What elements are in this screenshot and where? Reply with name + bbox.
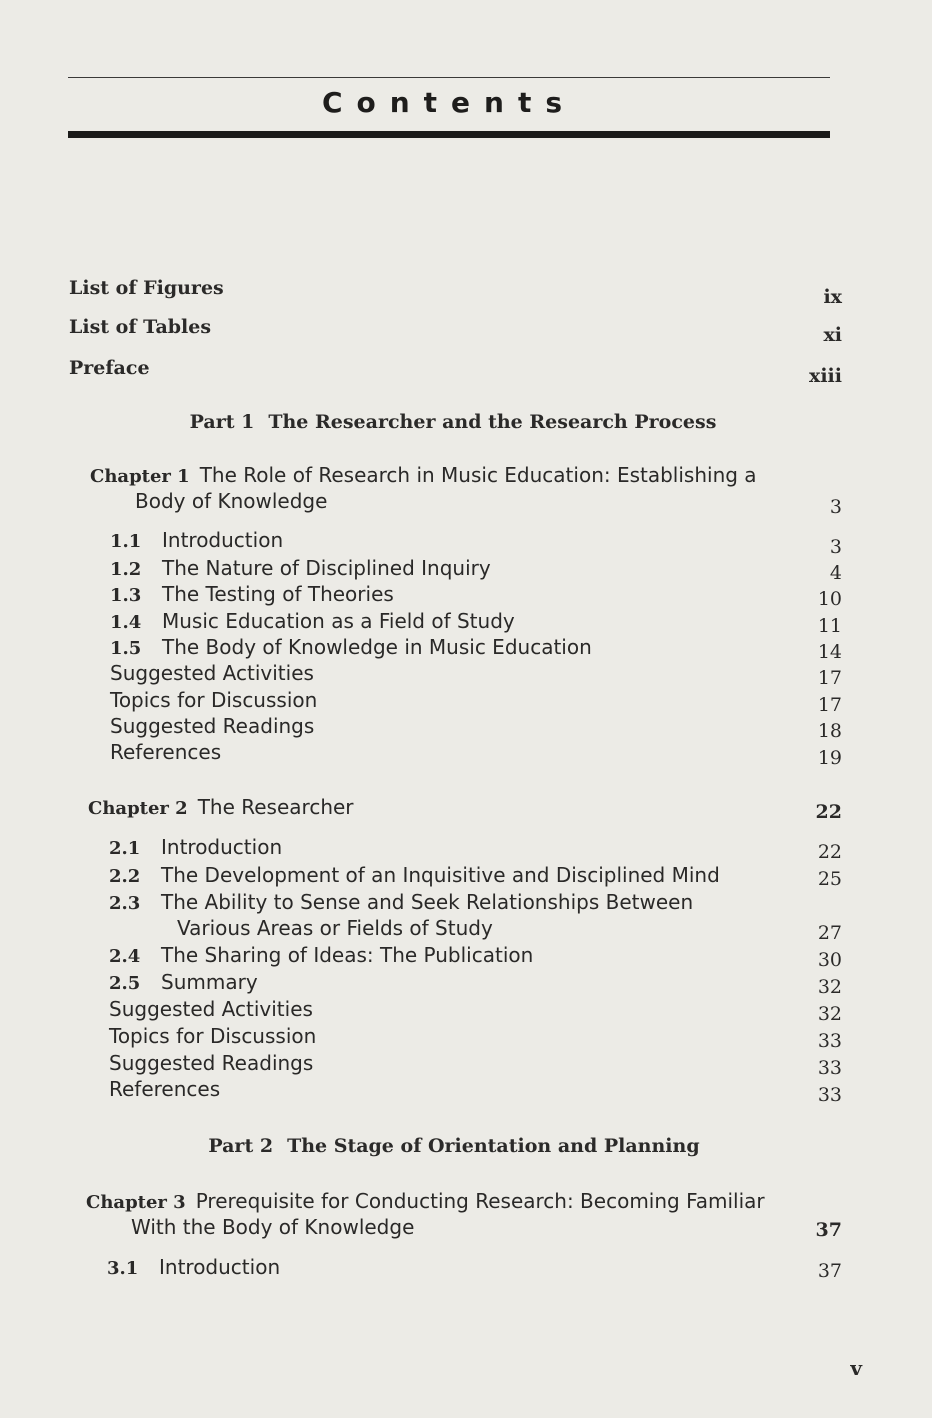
chapter-2-title: The Researcher: [197, 795, 354, 819]
chapter-1-label: Chapter 1: [90, 466, 190, 487]
chapter-2-references: References: [109, 1077, 221, 1101]
part-2-label: Part 2: [208, 1135, 274, 1157]
chapter-3-heading: [86, 1189, 765, 1215]
section-title: Music Education as a Field of Study: [162, 609, 515, 633]
chapter-1-topics-for-discussion: Topics for Discussion: [110, 688, 318, 712]
section-title: The Sharing of Ideas: The Publication: [161, 943, 534, 967]
chapter-1-references: References: [110, 740, 222, 764]
section-2-5: [109, 970, 258, 996]
chapter-3-label: Chapter 3: [86, 1192, 186, 1213]
section-number: 3.1: [107, 1258, 139, 1279]
section-page: 30: [817, 949, 842, 971]
chapter-1-references-page: 19: [817, 747, 842, 769]
chapter-2-topics-page: 33: [817, 1030, 842, 1052]
section-page: 10: [817, 588, 842, 610]
section-number: 1.2: [110, 559, 142, 580]
section-page: 14: [817, 641, 842, 663]
section-2-3-title-line2: Various Areas or Fields of Study: [177, 916, 493, 940]
front-matter-page-preface: xiii: [809, 365, 842, 387]
chapter-3-title-line1: Prerequisite for Conducting Research: Becoming Familiar: [195, 1189, 765, 1213]
section-title: Introduction: [159, 1255, 281, 1279]
section-page: 22: [817, 841, 842, 863]
section-page: 37: [817, 1260, 842, 1282]
chapter-2-suggested-readings: Suggested Readings: [109, 1051, 314, 1075]
chapter-1-title-line1: The Role of Research in Music Education: Establishing a: [199, 463, 757, 487]
chapter-2-label: Chapter 2: [88, 798, 188, 819]
part-1-heading: [0, 410, 919, 434]
section-number: 1.5: [110, 638, 142, 659]
section-page: 3: [829, 536, 842, 558]
page-folio: v: [850, 1356, 862, 1380]
section-1-4: [110, 609, 515, 635]
chapter-3-title-line2: With the Body of Knowledge: [131, 1215, 415, 1239]
part-1-title: The Researcher and the Research Process: [268, 411, 717, 433]
section-number: 1.3: [110, 585, 142, 606]
section-number: 2.5: [109, 973, 141, 994]
chapter-3-page: 37: [815, 1219, 842, 1241]
section-title: Summary: [161, 970, 258, 994]
section-number: 2.4: [109, 946, 141, 967]
chapter-2-suggested-activities: Suggested Activities: [109, 997, 313, 1021]
chapter-2-topics-for-discussion: Topics for Discussion: [109, 1024, 317, 1048]
title-rule: [68, 131, 830, 138]
part-2-title: The Stage of Orientation and Planning: [287, 1135, 700, 1157]
section-title: The Development of an Inquisitive and Disciplined Mind: [161, 863, 720, 887]
section-page: 4: [829, 562, 842, 584]
chapter-1-readings-page: 18: [817, 720, 842, 742]
section-title: The Nature of Disciplined Inquiry: [162, 556, 491, 580]
front-matter-list-of-figures: List of Figures: [69, 277, 224, 299]
top-rule: [68, 77, 830, 78]
section-1-3: [110, 582, 394, 608]
section-page: 32: [817, 976, 842, 998]
section-title: The Body of Knowledge in Music Education: [162, 635, 592, 659]
section-title: The Ability to Sense and Seek Relationships Between: [161, 890, 694, 914]
chapter-1-page: 3: [829, 496, 842, 518]
part-2-heading: [0, 1134, 920, 1158]
section-page: 25: [817, 868, 842, 890]
chapter-2-heading: [88, 795, 354, 821]
section-number: 1.1: [110, 531, 142, 552]
section-number: 2.2: [109, 866, 141, 887]
section-3-1: [107, 1255, 280, 1281]
section-title: Introduction: [162, 528, 284, 552]
front-matter-preface: Preface: [69, 357, 150, 379]
page-title: Contents: [321, 86, 577, 119]
chapter-1-suggested-activities-page: 17: [817, 667, 842, 689]
chapter-2-readings-page: 33: [817, 1057, 842, 1079]
part-1-label: Part 1: [189, 411, 255, 433]
section-title: The Testing of Theories: [162, 582, 394, 606]
section-2-3: [109, 890, 693, 916]
section-title: Introduction: [161, 835, 283, 859]
chapter-1-title-line2: Body of Knowledge: [135, 489, 328, 513]
section-2-1: [109, 835, 282, 861]
front-matter-list-of-tables: List of Tables: [69, 316, 212, 338]
section-number: 1.4: [110, 612, 142, 633]
section-page: 27: [817, 922, 842, 944]
section-2-4: [109, 943, 533, 969]
chapter-2-suggested-activities-page: 32: [817, 1003, 842, 1025]
front-matter-page-tables: xi: [823, 324, 842, 346]
section-number: 2.1: [109, 838, 141, 859]
chapter-2-references-page: 33: [817, 1084, 842, 1106]
section-1-2: [110, 556, 491, 582]
section-1-5: [110, 635, 592, 661]
section-page: 11: [817, 615, 842, 637]
chapter-2-page: 22: [815, 801, 842, 823]
section-1-1: [110, 528, 283, 554]
chapter-1-suggested-activities: Suggested Activities: [110, 661, 314, 685]
chapter-1-suggested-readings: Suggested Readings: [110, 714, 315, 738]
section-2-2: [109, 863, 720, 889]
front-matter-page-figures: ix: [823, 286, 842, 308]
chapter-1-topics-page: 17: [817, 694, 842, 716]
section-number: 2.3: [109, 893, 141, 914]
chapter-1-heading: [90, 463, 757, 489]
